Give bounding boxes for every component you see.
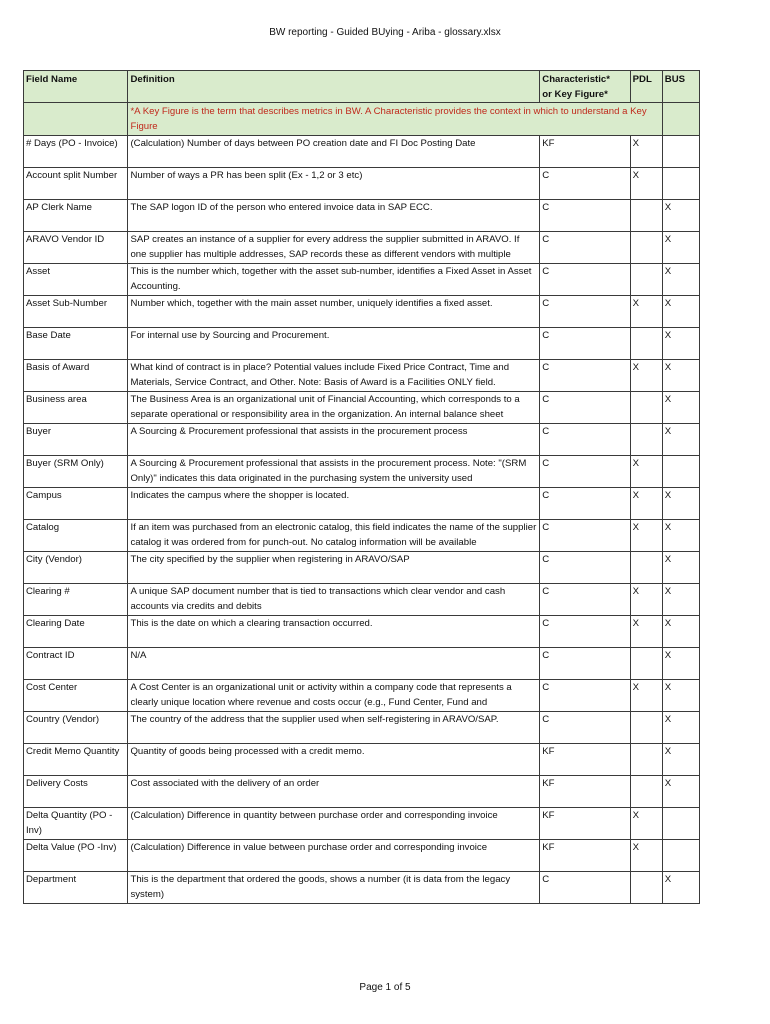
field-name-cell [24,808,128,840]
bus-cell [662,296,699,328]
field-name-cell-text: Contract ID [26,650,75,661]
pdl-cell [630,264,662,296]
bus-cell-text: X [664,234,672,245]
pdl-cell-text: X [632,490,640,501]
bus-cell [662,712,699,744]
pdl-cell [630,520,662,552]
table-row [24,200,700,232]
table-row [24,264,700,296]
header-pdl: PDL [630,71,662,103]
key-figure-note: *A Key Figure is the term that describes metrics in BW. A Characteristic provides the context in which to understand a Key Figure [128,103,662,136]
table-row [24,552,700,584]
type-cell-text: C [542,330,550,341]
bus-cell [662,648,699,680]
definition-cell [128,648,540,680]
pdl-cell [630,808,662,840]
field-name-cell-text: Delta Value (PO -Inv) [26,842,117,853]
type-cell [540,712,630,744]
definition-cell [128,616,540,648]
definition-cell-text: Quantity of goods being processed with a credit memo. [130,746,365,757]
definition-cell [128,680,540,712]
header-definition: Definition [128,71,540,103]
type-cell [540,520,630,552]
table-row [24,424,700,456]
definition-cell-text: A Sourcing & Procurement professional that assists in the procurement process. Note: "(SRM Only)" indicates this data originated in the purchasing system the university used [130,458,527,484]
bus-cell-text: X [664,330,672,341]
field-name-cell [24,200,128,232]
definition-cell-text: Indicates the campus where the shopper is located. [130,490,350,501]
field-name-cell-text: Asset [26,266,50,277]
table-row [24,328,700,360]
bus-cell-text: X [664,618,672,629]
type-cell [540,456,630,488]
field-name-cell-text: Credit Memo Quantity [26,746,120,757]
header-type [540,71,630,103]
document-title: BW reporting - Guided BUying - Ariba - glossary.xlsx [269,27,501,38]
pdl-cell-text: X [632,682,640,693]
pdl-cell [630,328,662,360]
bus-cell [662,616,699,648]
type-cell [540,200,630,232]
field-name-cell [24,712,128,744]
field-name-cell-text: Campus [26,490,62,501]
bus-cell-text: X [664,554,672,565]
definition-cell-text: A Sourcing & Procurement professional that assists in the procurement process [130,426,468,437]
definition-cell-text: The country of the address that the supplier used when self-registering in ARAVO/SAP. [130,714,499,725]
type-cell-text: C [542,234,550,245]
field-name-cell-text: Delta Quantity (PO - Inv) [26,810,113,836]
definition-cell [128,552,540,584]
type-cell-text: C [542,394,550,405]
field-name-cell-text: Asset Sub-Number [26,298,108,309]
definition-cell [128,776,540,808]
type-cell [540,680,630,712]
table-row [24,296,700,328]
definition-cell [128,456,540,488]
pdl-cell [630,552,662,584]
pdl-cell-text: X [632,138,640,149]
definition-cell-text: This is the date on which a clearing transaction occurred. [130,618,373,629]
key-figure-note-row [24,103,700,136]
field-name-cell [24,552,128,584]
bus-cell-text: X [664,394,672,405]
bus-cell-text: X [664,522,672,533]
field-name-cell [24,680,128,712]
bus-cell [662,200,699,232]
field-name-cell [24,264,128,296]
field-name-cell-text: AP Clerk Name [26,202,92,213]
bus-cell-text: X [664,682,672,693]
definition-cell [128,488,540,520]
pdl-cell [630,648,662,680]
definition-cell [128,520,540,552]
definition-cell [128,744,540,776]
definition-cell [128,264,540,296]
table-row [24,808,700,840]
field-name-cell [24,776,128,808]
pdl-cell [630,136,662,168]
field-name-cell [24,136,128,168]
pdl-cell [630,840,662,872]
type-cell-text: C [542,522,550,533]
bus-cell-text: X [664,586,672,597]
bus-cell-text: X [664,426,672,437]
definition-cell-text: (Calculation) Difference in value between purchase order and corresponding invoice [130,842,488,853]
pdl-cell [630,488,662,520]
field-name-cell-text: Business area [26,394,87,405]
header-field-name: Field Name [24,71,128,103]
field-name-cell-text: City (Vendor) [26,554,82,565]
bus-cell [662,456,699,488]
table-row [24,488,700,520]
table-row [24,232,700,264]
pdl-cell [630,200,662,232]
type-cell [540,488,630,520]
definition-cell-text: The city specified by the supplier when registering in ARAVO/SAP [130,554,410,565]
field-name-cell [24,328,128,360]
table-row [24,840,700,872]
type-cell-text: C [542,426,550,437]
field-name-cell-text: Buyer [26,426,52,437]
bus-cell [662,168,699,200]
type-cell-text: C [542,362,550,373]
type-cell-text: C [542,202,550,213]
definition-cell [128,168,540,200]
field-name-cell-text: Clearing Date [26,618,85,629]
table-row [24,456,700,488]
bus-cell-text: X [664,714,672,725]
pdl-cell [630,360,662,392]
pdl-cell [630,424,662,456]
pdl-cell [630,872,662,904]
type-cell [540,616,630,648]
pdl-cell-text: X [632,618,640,629]
pdl-cell [630,776,662,808]
glossary-table [23,70,700,904]
bus-cell [662,552,699,584]
bus-cell [662,264,699,296]
definition-cell-text: SAP creates an instance of a supplier for every address the supplier submitted in ARAVO. If one supplier has multiple addresses, SAP records these as different vendors with multiple [130,234,520,260]
pdl-cell-text: X [632,522,640,533]
pdl-cell [630,712,662,744]
field-name-cell-text: Buyer (SRM Only) [26,458,104,469]
field-name-cell [24,360,128,392]
pdl-cell-text: X [632,362,640,373]
table-header-row [24,71,700,103]
type-cell-text: C [542,298,550,309]
bus-cell-text: X [664,298,672,309]
table-row [24,680,700,712]
field-name-cell-text: Cost Center [26,682,78,693]
definition-cell-text: Number of ways a PR has been split (Ex - 1,2 or 3 etc) [130,170,363,181]
type-cell [540,424,630,456]
field-name-cell [24,232,128,264]
definition-cell [128,296,540,328]
definition-cell [128,392,540,424]
field-name-cell [24,744,128,776]
header-type-line2: or Key Figure* [542,89,608,100]
field-name-cell [24,488,128,520]
bus-cell [662,424,699,456]
field-name-cell [24,456,128,488]
type-cell [540,136,630,168]
type-cell-text: C [542,170,550,181]
definition-cell [128,584,540,616]
type-cell [540,328,630,360]
type-cell-text: KF [542,778,555,789]
table-row [24,136,700,168]
table-row [24,648,700,680]
type-cell-text: KF [542,138,555,149]
glossary-rows [24,136,700,904]
field-name-cell-text: ARAVO Vendor ID [26,234,105,245]
type-cell [540,776,630,808]
pdl-cell [630,232,662,264]
pdl-cell-text: X [632,170,640,181]
table-row [24,360,700,392]
bus-cell-text: X [664,202,672,213]
type-cell [540,552,630,584]
pdl-cell [630,680,662,712]
bus-cell [662,392,699,424]
type-cell [540,584,630,616]
type-cell [540,840,630,872]
type-cell-text: KF [542,746,555,757]
definition-cell [128,232,540,264]
field-name-cell-text: Account split Number [26,170,118,181]
definition-cell-text: The SAP logon ID of the person who entered invoice data in SAP ECC. [130,202,433,213]
type-cell [540,168,630,200]
pdl-cell-text: X [632,298,640,309]
field-name-cell-text: Country (Vendor) [26,714,100,725]
bus-cell [662,872,699,904]
type-cell-text: C [542,618,550,629]
note-empty-cell [662,103,699,136]
header-type-line1: Characteristic* [542,74,610,85]
type-cell-text: C [542,266,550,277]
definition-cell-text: A unique SAP document number that is tied to transactions which clear vendor and cash accounts via credits and debits [130,586,506,612]
note-empty-cell [24,103,128,136]
field-name-cell [24,392,128,424]
bus-cell [662,232,699,264]
bus-cell-text: X [664,650,672,661]
table-row [24,584,700,616]
definition-cell-text: (Calculation) Number of days between PO creation date and FI Doc Posting Date [130,138,476,149]
bus-cell-text: X [664,874,672,885]
bus-cell [662,808,699,840]
table-row [24,712,700,744]
pdl-cell [630,744,662,776]
bus-cell-text: X [664,746,672,757]
definition-cell-text: (Calculation) Difference in quantity between purchase order and corresponding invoice [130,810,498,821]
field-name-cell-text: Base Date [26,330,71,341]
pdl-cell-text: X [632,586,640,597]
type-cell-text: C [542,586,550,597]
bus-cell-text: X [664,362,672,373]
definition-cell [128,840,540,872]
bus-cell-text: X [664,778,672,789]
field-name-cell [24,872,128,904]
pdl-cell [630,168,662,200]
field-name-cell-text: Basis of Award [26,362,90,373]
definition-cell-text: Number which, together with the main asset number, uniquely identifies a fixed asset. [130,298,493,309]
type-cell [540,360,630,392]
type-cell-text: C [542,490,550,501]
field-name-cell-text: Department [26,874,77,885]
definition-cell [128,424,540,456]
field-name-cell [24,648,128,680]
bus-cell [662,520,699,552]
bus-cell [662,584,699,616]
type-cell-text: C [542,714,550,725]
definition-cell-text: For internal use by Sourcing and Procurement. [130,330,330,341]
pdl-cell-text: X [632,810,640,821]
definition-cell [128,136,540,168]
bus-cell [662,680,699,712]
pdl-cell-text: X [632,842,640,853]
bus-cell [662,488,699,520]
definition-cell [128,360,540,392]
bus-cell [662,776,699,808]
bus-cell-text: X [664,490,672,501]
type-cell-text: KF [542,810,555,821]
table-row [24,392,700,424]
table-row [24,168,700,200]
type-cell [540,872,630,904]
header-bus: BUS [662,71,699,103]
definition-cell-text: The Business Area is an organizational unit of Financial Accounting, which corresponds to a separate operational or responsibility area in the organization. An internal balance sheet [130,394,520,420]
definition-cell-text: Cost associated with the delivery of an order [130,778,320,789]
type-cell [540,296,630,328]
bus-cell [662,360,699,392]
type-cell-text: KF [542,842,555,853]
bus-cell [662,744,699,776]
definition-cell [128,712,540,744]
definition-cell [128,328,540,360]
definition-cell [128,808,540,840]
pdl-cell [630,456,662,488]
type-cell [540,648,630,680]
field-name-cell-text: # Days (PO - Invoice) [26,138,118,149]
field-name-cell [24,168,128,200]
type-cell-text: C [542,874,550,885]
field-name-cell [24,840,128,872]
pdl-cell [630,296,662,328]
table-row [24,776,700,808]
field-name-cell [24,296,128,328]
field-name-cell-text: Delivery Costs [26,778,88,789]
field-name-cell-text: Clearing # [26,586,70,597]
type-cell-text: C [542,554,550,565]
table-row [24,872,700,904]
definition-cell-text: What kind of contract is in place? Potential values include Fixed Price Contract, Time and Materials, Service Contract, and Other. Note: Basis of Award is a Facilities ONLY field. [130,362,510,388]
bus-cell-text: X [664,266,672,277]
field-name-cell [24,520,128,552]
type-cell-text: C [542,682,550,693]
page-footer: Page 1 of 5 [359,982,411,993]
type-cell [540,808,630,840]
bus-cell [662,328,699,360]
pdl-cell [630,616,662,648]
table-row [24,744,700,776]
pdl-cell [630,584,662,616]
table-row [24,520,700,552]
type-cell [540,392,630,424]
type-cell-text: C [542,650,550,661]
bus-cell [662,840,699,872]
definition-cell-text: This is the department that ordered the goods, shows a number (it is data from the legacy system) [130,874,511,900]
type-cell [540,232,630,264]
field-name-cell [24,424,128,456]
type-cell [540,264,630,296]
definition-cell-text: A Cost Center is an organizational unit or activity within a company code that represents a clearly unique location where revenue and costs occur (e.g., Fund Center, Fund and [130,682,512,708]
definition-cell-text: If an item was purchased from an electronic catalog, this field indicates the name of the supplier catalog it was ordered from for punch-out. No catalog information will be available [130,522,537,548]
definition-cell [128,872,540,904]
bus-cell [662,136,699,168]
definition-cell-text: This is the number which, together with the asset sub-number, identifies a Fixed Asset in Asset Accounting. [130,266,532,292]
type-cell-text: C [542,458,550,469]
pdl-cell-text: X [632,458,640,469]
definition-cell [128,200,540,232]
type-cell [540,744,630,776]
field-name-cell [24,616,128,648]
definition-cell-text: N/A [130,650,147,661]
table-row [24,616,700,648]
pdl-cell [630,392,662,424]
field-name-cell-text: Catalog [26,522,60,533]
field-name-cell [24,584,128,616]
